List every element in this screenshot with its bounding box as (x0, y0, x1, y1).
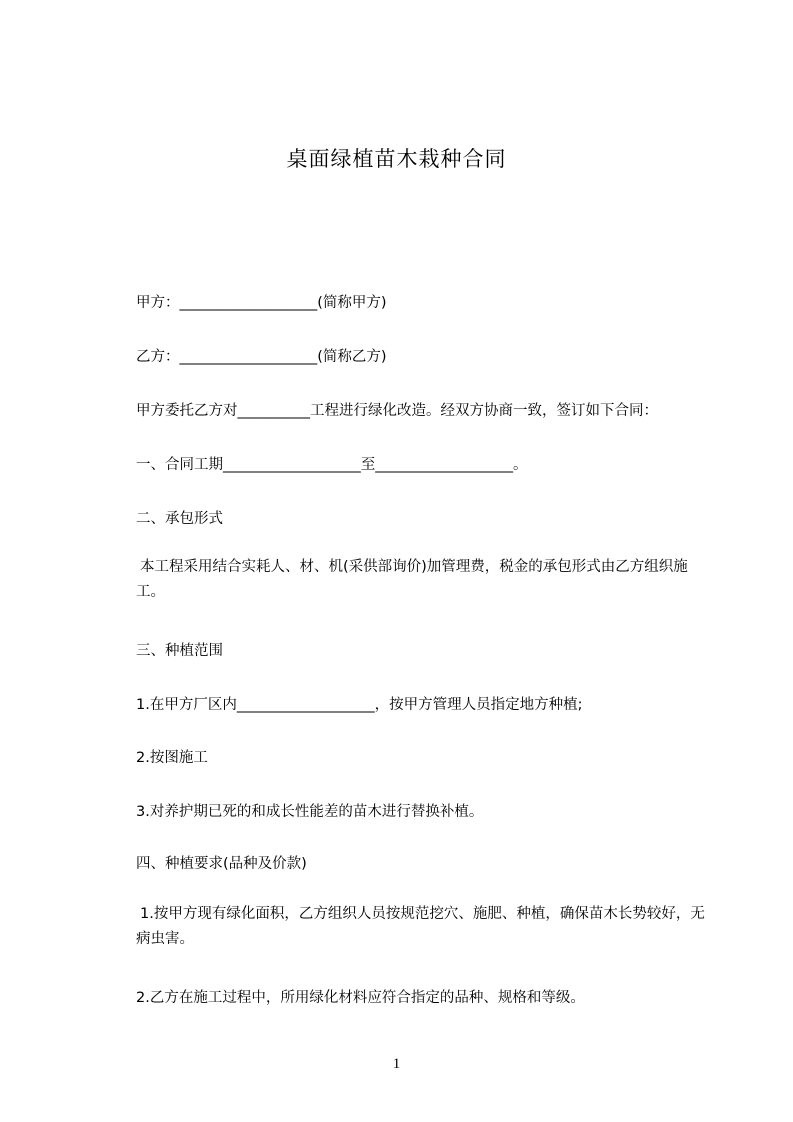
section-4-item-2: 2.乙方在施工过程中，所用绿化材料应符合指定的品种、规格和等级。 (136, 990, 585, 1006)
document-title: 桌面绿植苗木栽种合同 (286, 147, 507, 171)
section-2-paragraph: 本工程采用结合实耗人、材、机(采供部询价)加管理费，税金的承包形式由乙方组织施工。 (136, 559, 688, 600)
page-number: 1 (392, 1056, 401, 1072)
section-3-item-1: 1.在甲方厂区内___________________，按甲方管理人员指定地方种植; (136, 697, 583, 713)
section-2-heading: 二、承包形式 (136, 511, 223, 527)
section-4-heading: 四、种植要求(品种及价款) (136, 856, 307, 872)
section-3-item-2: 2.按图施工 (136, 750, 208, 766)
section-3-heading: 三、种植范围 (136, 643, 223, 659)
section-3-item-3: 3.对养护期已死的和成长性能差的苗木进行替换补植。 (136, 804, 484, 820)
section-4-item-1: 1.按甲方现有绿化面积，乙方组织人员按规范挖穴、施肥、种植，确保苗木长势较好，无病虫害。 (136, 906, 705, 947)
intro-paragraph: 甲方委托乙方对__________工程进行绿化改造。经双方协商一致，签订如下合同： (136, 403, 658, 419)
party-a-line: 甲方：___________________(简称甲方) (136, 295, 387, 311)
section-1-heading: 一、合同工期___________________至___________________。 (136, 457, 528, 473)
party-b-line: 乙方：___________________(简称乙方) (136, 349, 387, 365)
